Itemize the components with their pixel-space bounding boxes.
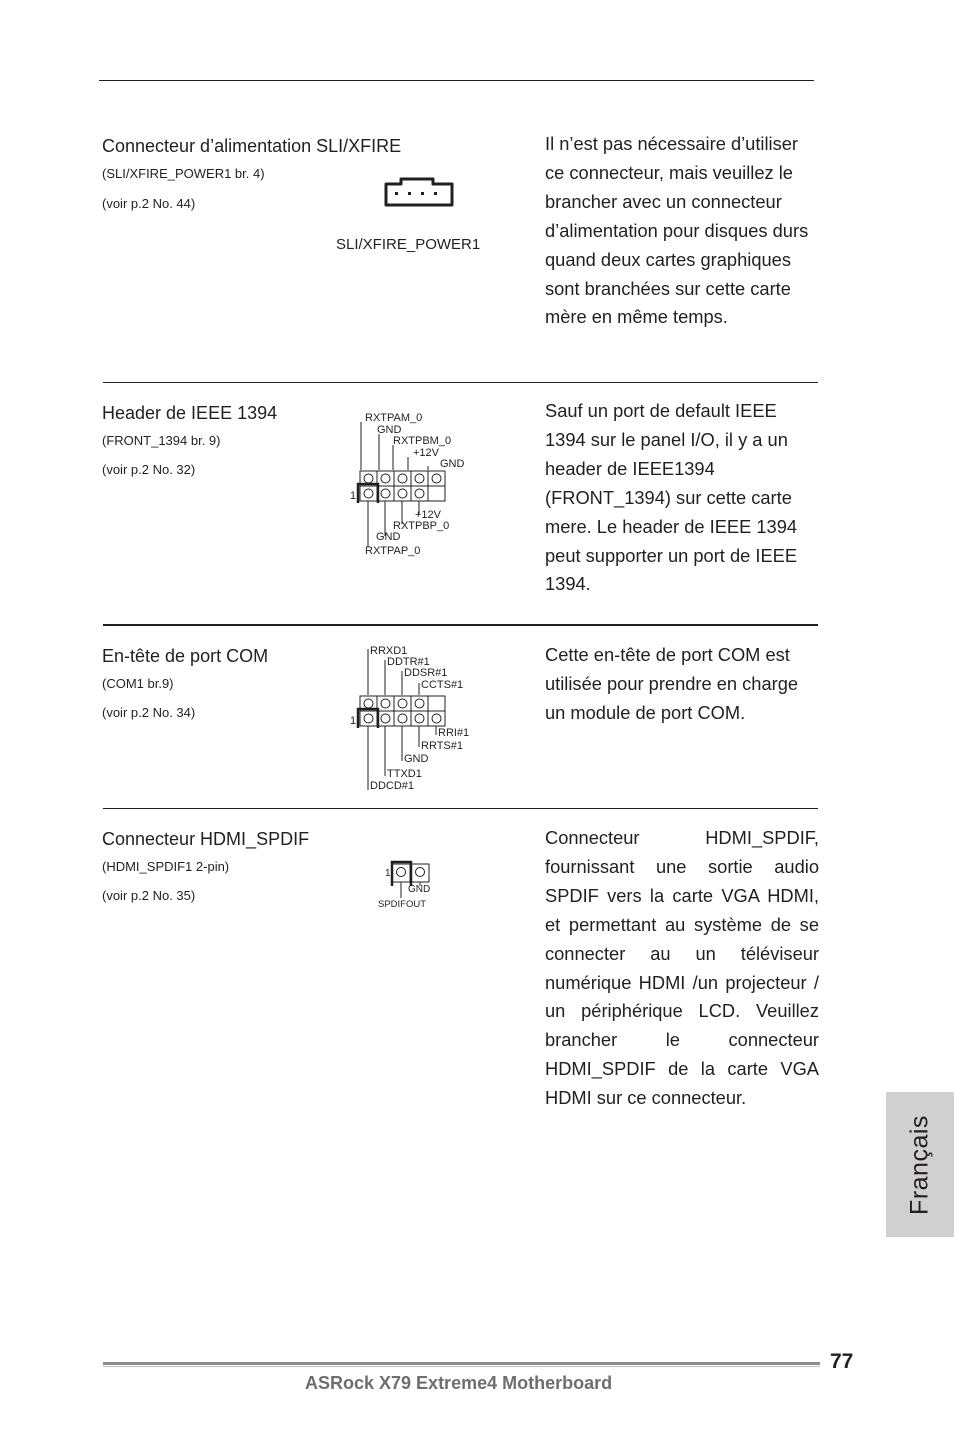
pin-label: GND <box>408 884 431 895</box>
footer-product-name: ASRock X79 Extreme4 Motherboard <box>305 1373 613 1393</box>
pin-label: TTXD1 <box>387 768 422 780</box>
pin-label: DDTR#1 <box>387 656 430 668</box>
pin-label: RRI#1 <box>438 727 470 739</box>
pin-label: +12V <box>415 509 441 521</box>
ieee1394-page-ref: (voir p.2 No. 32) <box>102 462 196 477</box>
com-port-page-ref: (voir p.2 No. 34) <box>102 705 196 720</box>
pin-label: +12V <box>413 447 439 459</box>
pin-label: RXTPAM_0 <box>365 412 423 424</box>
sli-power-title: Connecteur d’alimentation SLI/XFIRE <box>102 136 402 156</box>
top-rule <box>99 80 814 81</box>
pin-label: RXTPAP_0 <box>365 545 421 557</box>
pin-label: GND <box>440 458 465 470</box>
com-port-description: Cette en-tête de port COM est utilisée pour prendre en charge un module de port COM. <box>545 644 799 723</box>
pin-label: RXTPBM_0 <box>393 435 452 447</box>
com-port-title: En-tête de port COM <box>102 646 269 666</box>
pin-label: CCTS#1 <box>421 679 464 691</box>
pin-label: DDCD#1 <box>370 780 415 792</box>
footer-rule-shadow <box>103 1366 820 1367</box>
section-divider-3 <box>103 808 818 809</box>
pin-label: RRTS#1 <box>421 740 463 752</box>
sli-power-page-ref: (voir p.2 No. 44) <box>102 196 196 211</box>
hdmi-spdif-header-diagram <box>372 858 442 912</box>
com-port-pin-count: (COM1 br.9) <box>102 676 174 691</box>
pin-label: GND <box>376 531 401 543</box>
ieee1394-pin-count: (FRONT_1394 br. 9) <box>102 433 221 448</box>
sli-power-connector-diagram <box>380 176 460 212</box>
language-side-tab <box>886 1092 954 1237</box>
ieee1394-header-diagram <box>345 408 475 560</box>
language-side-tab-label: Français <box>905 1114 934 1215</box>
footer-rule <box>103 1362 820 1365</box>
pin-one-label: 1 <box>385 868 391 879</box>
page-number: 77 <box>830 1350 854 1373</box>
pin-label: RXTPBP_0 <box>393 520 450 532</box>
sli-power-diagram-caption: SLI/XFIRE_POWER1 <box>336 236 481 253</box>
pin-label: RRXD1 <box>370 645 408 657</box>
pin-label: GND <box>377 424 402 436</box>
sli-power-pin-count: (SLI/XFIRE_POWER1 br. 4) <box>102 166 265 181</box>
pin-one-label: 1 <box>350 715 357 727</box>
pin-label: DDSR#1 <box>404 667 448 679</box>
section-divider-1 <box>103 382 818 383</box>
hdmi-spdif-pin-count: (HDMI_SPDIF1 2-pin) <box>102 859 230 874</box>
pin-one-label: 1 <box>350 490 357 502</box>
ieee1394-description: Sauf un port de default IEEE 1394 sur le panel I/O, il y a un header de IEEE1394 (FRONT_1394) sur cette carte mere. Le header de IEEE 1394 peut supporter un port de IEEE 1394. <box>545 400 798 595</box>
com-port-header-diagram <box>345 643 475 793</box>
sli-power-description: Il n’est pas nécessaire d’utiliser ce connecteur, mais veuillez le brancher avec un connecteur d’alimentation pour disques durs quand deux cartes graphiques sont branchées sur cette carte mère en même temps. <box>545 133 809 328</box>
pin-label: GND <box>404 753 429 765</box>
hdmi-spdif-description: Connecteur HDMI_SPDIF, fournissant une sortie audio SPDIF vers la carte VGA HDMI, et permettant au système de se connecter au un téléviseur numérique HDMI /un projecteur / un périphérique LCD. Veuillez brancher le connecteur HDMI_SPDIF de la carte VGA HDMI sur ce connecteur. <box>545 827 819 1109</box>
hdmi-spdif-page-ref: (voir p.2 No. 35) <box>102 888 196 903</box>
section-divider-2 <box>103 624 818 626</box>
hdmi-spdif-title: Connecteur HDMI_SPDIF <box>102 829 310 849</box>
pin-label: SPDIFOUT <box>378 899 427 910</box>
ieee1394-title: Header de IEEE 1394 <box>102 403 278 423</box>
